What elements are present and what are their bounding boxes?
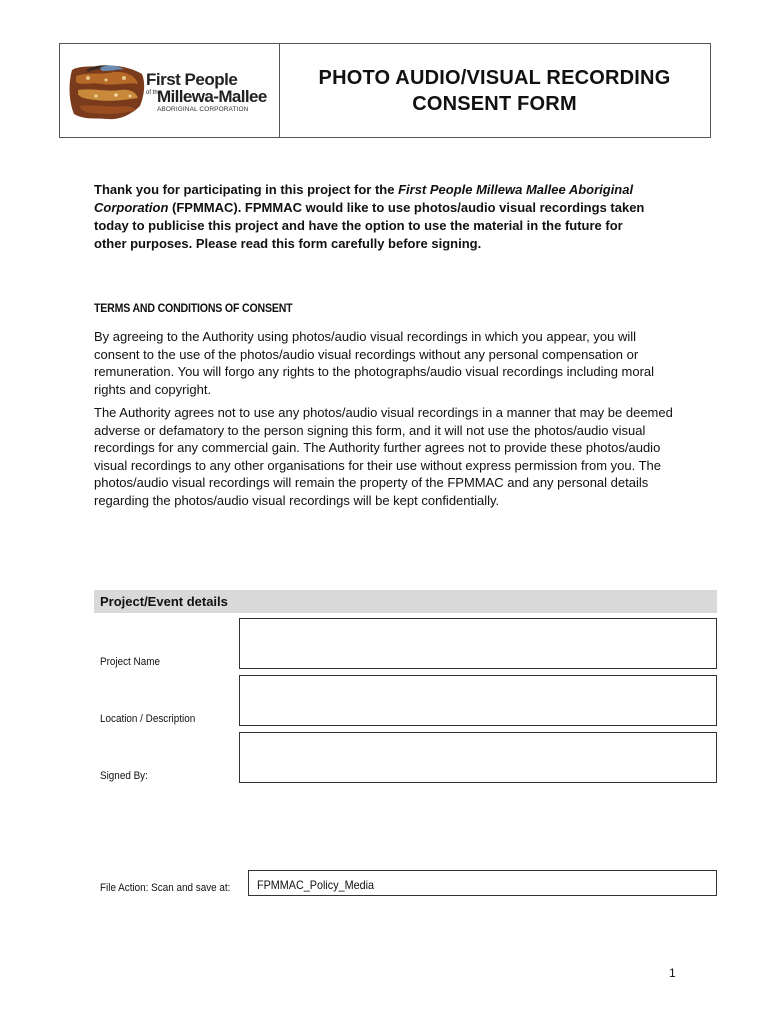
file-action-field[interactable]	[248, 870, 717, 896]
signed-by-field[interactable]	[239, 732, 717, 783]
title-line-1: PHOTO AUDIO/VISUAL RECORDING	[318, 66, 671, 89]
document-header	[59, 43, 711, 138]
organisation-logo-icon	[66, 62, 148, 124]
location-description-label: Location / Description	[100, 713, 196, 725]
intro-text-1: Thank you for participating in this project for the	[94, 182, 399, 197]
logo-text-aboriginal-corporation: ABORIGINAL CORPORATION	[157, 106, 249, 113]
section-title: Project/Event details	[100, 594, 228, 609]
logo-text-first-people: First People	[146, 70, 238, 89]
terms-paragraph-1: By agreeing to the Authority using photos/audio visual recordings in which you appear, you will consent to the use of the photos/audio visual recordings without any personal compensation or remuneration. You will forgo any rights to the photographs/audio visual recordings including moral rights and copyright.	[94, 329, 655, 397]
location-description-field[interactable]	[239, 675, 717, 726]
project-name-label: Project Name	[100, 656, 160, 668]
signed-by-label: Signed By:	[100, 770, 148, 782]
terms-paragraph-2: The Authority agrees not to use any photos/audio visual recordings in a manner that may be deemed adverse or defamatory to the person signing this form, and it will not use the photos/audio visual recordings for any commercial gain. The Authority further agrees not to provide these photos/audio visual recordings to any other organisations for their use without express permission from you. The photos/audio visual recordings will remain the property of the FPMMAC and any personal details regarding the photos/audio visual recordings will be kept confidentially.	[94, 405, 673, 508]
terms-heading: TERMS AND CONDITIONS OF CONSENT	[94, 303, 293, 315]
intro-text-2: (FPMMAC). FPMMAC would like to use photos/audio visual recordings taken today to publicise this project and have the option to use the material in the future for other purposes. Please read this form carefully before signing.	[94, 200, 645, 251]
document-title	[319, 65, 671, 117]
file-action-label: File Action: Scan and save at:	[100, 882, 231, 894]
logo-text-of-the: of the	[146, 90, 162, 96]
organisation-name: First People Millewa Mallee Aboriginal Corporation	[94, 182, 634, 215]
title-line-2: CONSENT FORM	[412, 92, 577, 115]
logo-cell	[60, 44, 280, 137]
logo-text-millewa-mallee: Millewa-Mallee	[157, 87, 267, 106]
section-header-bar	[94, 590, 717, 613]
intro-paragraph	[94, 181, 654, 253]
file-action-value: FPMMAC_Policy_Media	[257, 878, 375, 892]
project-name-field[interactable]	[239, 618, 717, 669]
title-cell	[279, 44, 710, 137]
page-number: 1	[669, 966, 676, 980]
